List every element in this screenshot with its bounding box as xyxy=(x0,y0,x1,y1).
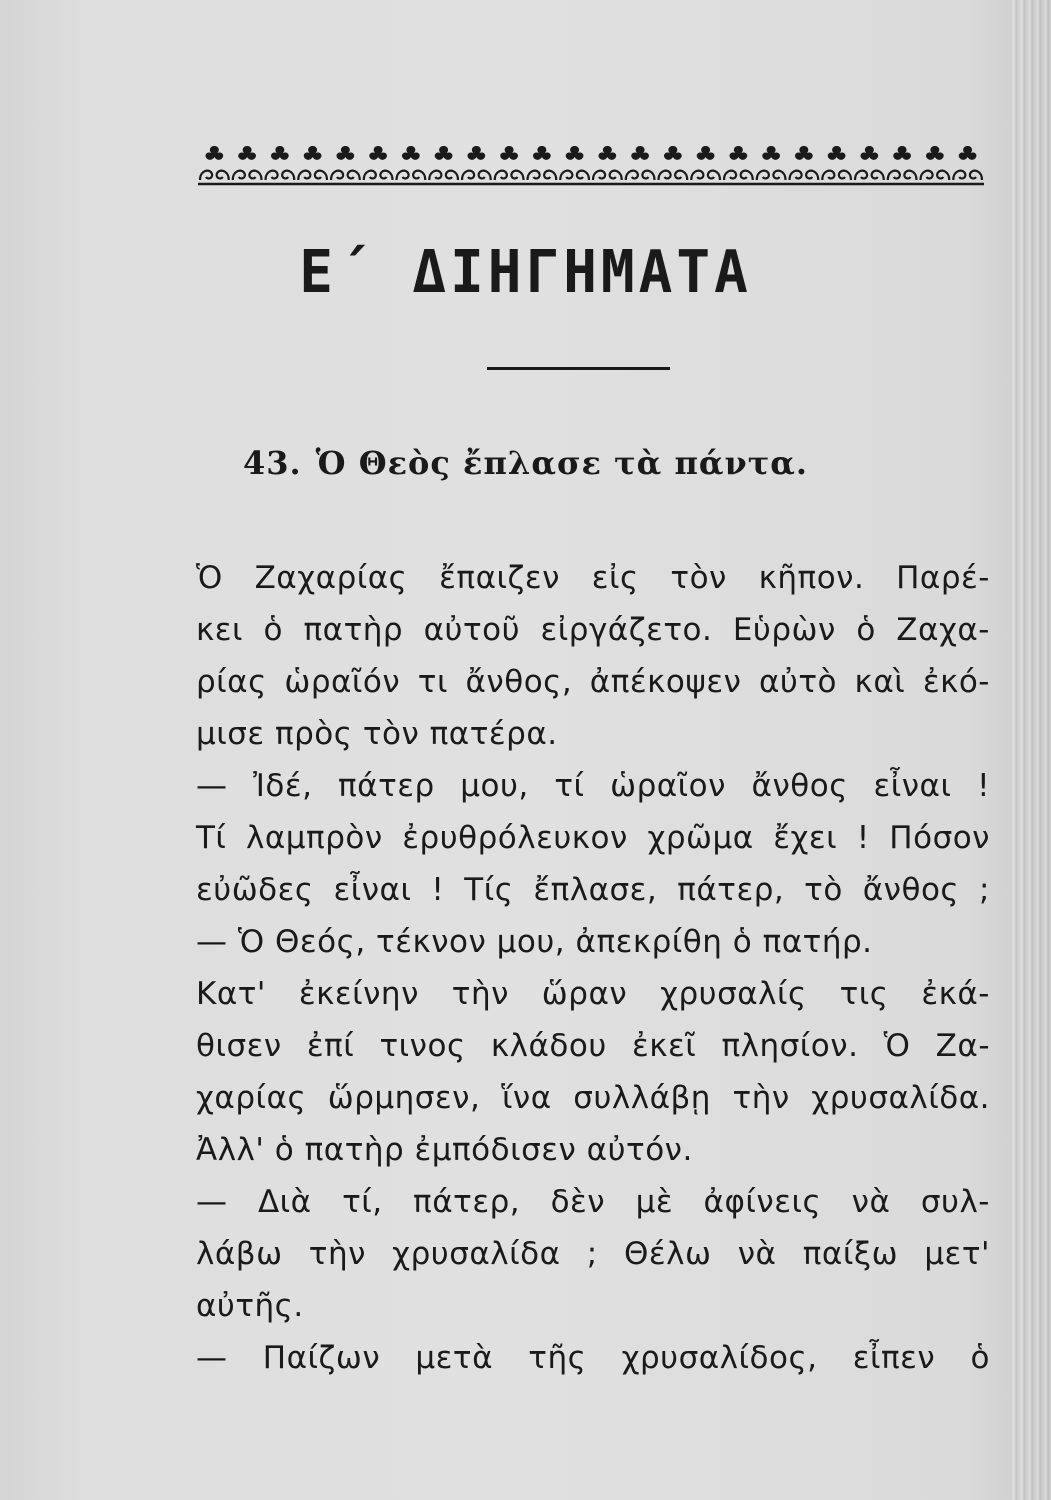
text-line: Ὁ Ζαχαρίας ἔπαιζεν εἰς τὸν κῆπον. Παρέ- xyxy=(196,560,990,596)
ornament-flower xyxy=(402,146,420,165)
ornament-scroll xyxy=(888,171,917,180)
text-line: — Διὰ τί, πάτερ, δὲν μὲ ἀφίνεις νὰ συλ- xyxy=(196,1184,990,1220)
ornament-flower xyxy=(369,146,387,165)
ornament-scroll xyxy=(200,171,229,180)
ornament-flower xyxy=(926,146,944,165)
floral-ornament-band xyxy=(198,140,984,188)
ornament-scroll xyxy=(331,171,360,180)
ornament-scroll xyxy=(593,171,622,180)
ornament-scroll xyxy=(364,171,393,180)
text-line: Τί λαμπρὸν ἐρυθρόλευκον χρῶμα ἔχει ! Πόσον xyxy=(196,820,990,856)
text-line: Κατ' ἐκείνην τὴν ὥραν χρυσαλίς τις ἐκά- xyxy=(196,976,990,1012)
ornament-scroll xyxy=(855,171,884,180)
body-text xyxy=(196,552,990,1384)
text-line: — Ἰδέ, πάτερ μου, τί ὡραῖον ἄνθος εἶναι ! xyxy=(196,768,990,804)
ornament-scroll xyxy=(233,171,262,180)
ornament-flower xyxy=(599,146,617,165)
text-line: Ἀλλ' ὁ πατὴρ ἐμπόδισεν αὐτόν. xyxy=(196,1132,693,1168)
ornament-flower xyxy=(337,146,355,165)
ornament-scroll xyxy=(724,171,753,180)
ornament-scroll xyxy=(298,171,327,180)
text-line: χαρίας ὥρμησεν, ἵνα συλλάβῃ τὴν χρυσαλίδα. xyxy=(196,1080,990,1116)
lesson-number: 43. xyxy=(243,444,302,482)
ornament-flower xyxy=(206,146,224,165)
text-line: λάβω τὴν χρυσαλίδα ; Θέλω νὰ παίξω μετ' xyxy=(196,1236,990,1272)
page-edge xyxy=(1011,0,1051,1500)
ornament-scroll xyxy=(528,171,557,180)
text-line: κει ὁ πατὴρ αὐτοῦ εἰργάζετο. Εὑρὼν ὁ Ζαχα- xyxy=(196,612,990,648)
ornament-flower xyxy=(828,146,846,165)
ornament-scroll xyxy=(691,171,720,180)
ornament-flower xyxy=(304,146,322,165)
ornament-scroll xyxy=(790,171,819,180)
ornament-scroll xyxy=(495,171,524,180)
ornament-scroll xyxy=(659,171,688,180)
ornament-scroll xyxy=(757,171,786,180)
ornament-flower xyxy=(435,146,453,165)
ornament-scroll xyxy=(626,171,655,180)
text-line: αὐτῆς. xyxy=(196,1288,304,1324)
lesson-heading xyxy=(0,444,1051,482)
text-line: θισεν ἐπί τινος κλάδου ἐκεῖ πλησίον. Ὁ Ζα- xyxy=(196,1028,990,1064)
ornament-scroll xyxy=(921,171,950,180)
ornament-flower xyxy=(762,146,780,165)
text-line: μισε πρὸς τὸν πατέρα. xyxy=(196,716,558,752)
ornament-flower xyxy=(861,146,879,165)
ornament-flower xyxy=(795,146,813,165)
ornament-scroll xyxy=(822,171,851,180)
text-line: εὐῶδες εἶναι ! Τίς ἔπλασε, πάτερ, τὸ ἄνθος ; xyxy=(196,872,990,908)
ornament-flower xyxy=(500,146,518,165)
ornament-flower xyxy=(271,146,289,165)
ornament-scroll xyxy=(560,171,589,180)
text-line: — Ὁ Θεός, τέκνον μου, ἀπεκρίθη ὁ πατήρ. xyxy=(196,924,873,960)
ornament-scroll xyxy=(953,171,982,180)
text-line: ρίας ὡραῖόν τι ἄνθος, ἀπέκοψεν αὐτὸ καὶ ἐκό- xyxy=(196,664,990,700)
ornament-flower xyxy=(533,146,551,165)
ornament-flower xyxy=(631,146,649,165)
ornament-flower xyxy=(468,146,486,165)
ornament-flower xyxy=(566,146,584,165)
section-title: Ε΄ ΔΙΗΓΗΜΑΤΑ xyxy=(299,238,752,307)
ornament-flower xyxy=(697,146,715,165)
ornament-flower xyxy=(893,146,911,165)
text-line: — Παίζων μετὰ τῆς χρυσαλίδος, εἶπεν ὁ xyxy=(196,1340,990,1376)
ornament-scroll xyxy=(462,171,491,180)
ornament-flower xyxy=(730,146,748,165)
ornament-scroll xyxy=(397,171,426,180)
title-rule xyxy=(487,367,670,370)
ornament-flower xyxy=(238,146,256,165)
ornament-flower xyxy=(664,146,682,165)
ornament-scroll xyxy=(266,171,295,180)
ornament-flower xyxy=(959,146,977,165)
lesson-title: Ὁ Θεὸς ἔπλασε τὰ πάντα. xyxy=(315,444,808,482)
ornament-scroll xyxy=(429,171,458,180)
